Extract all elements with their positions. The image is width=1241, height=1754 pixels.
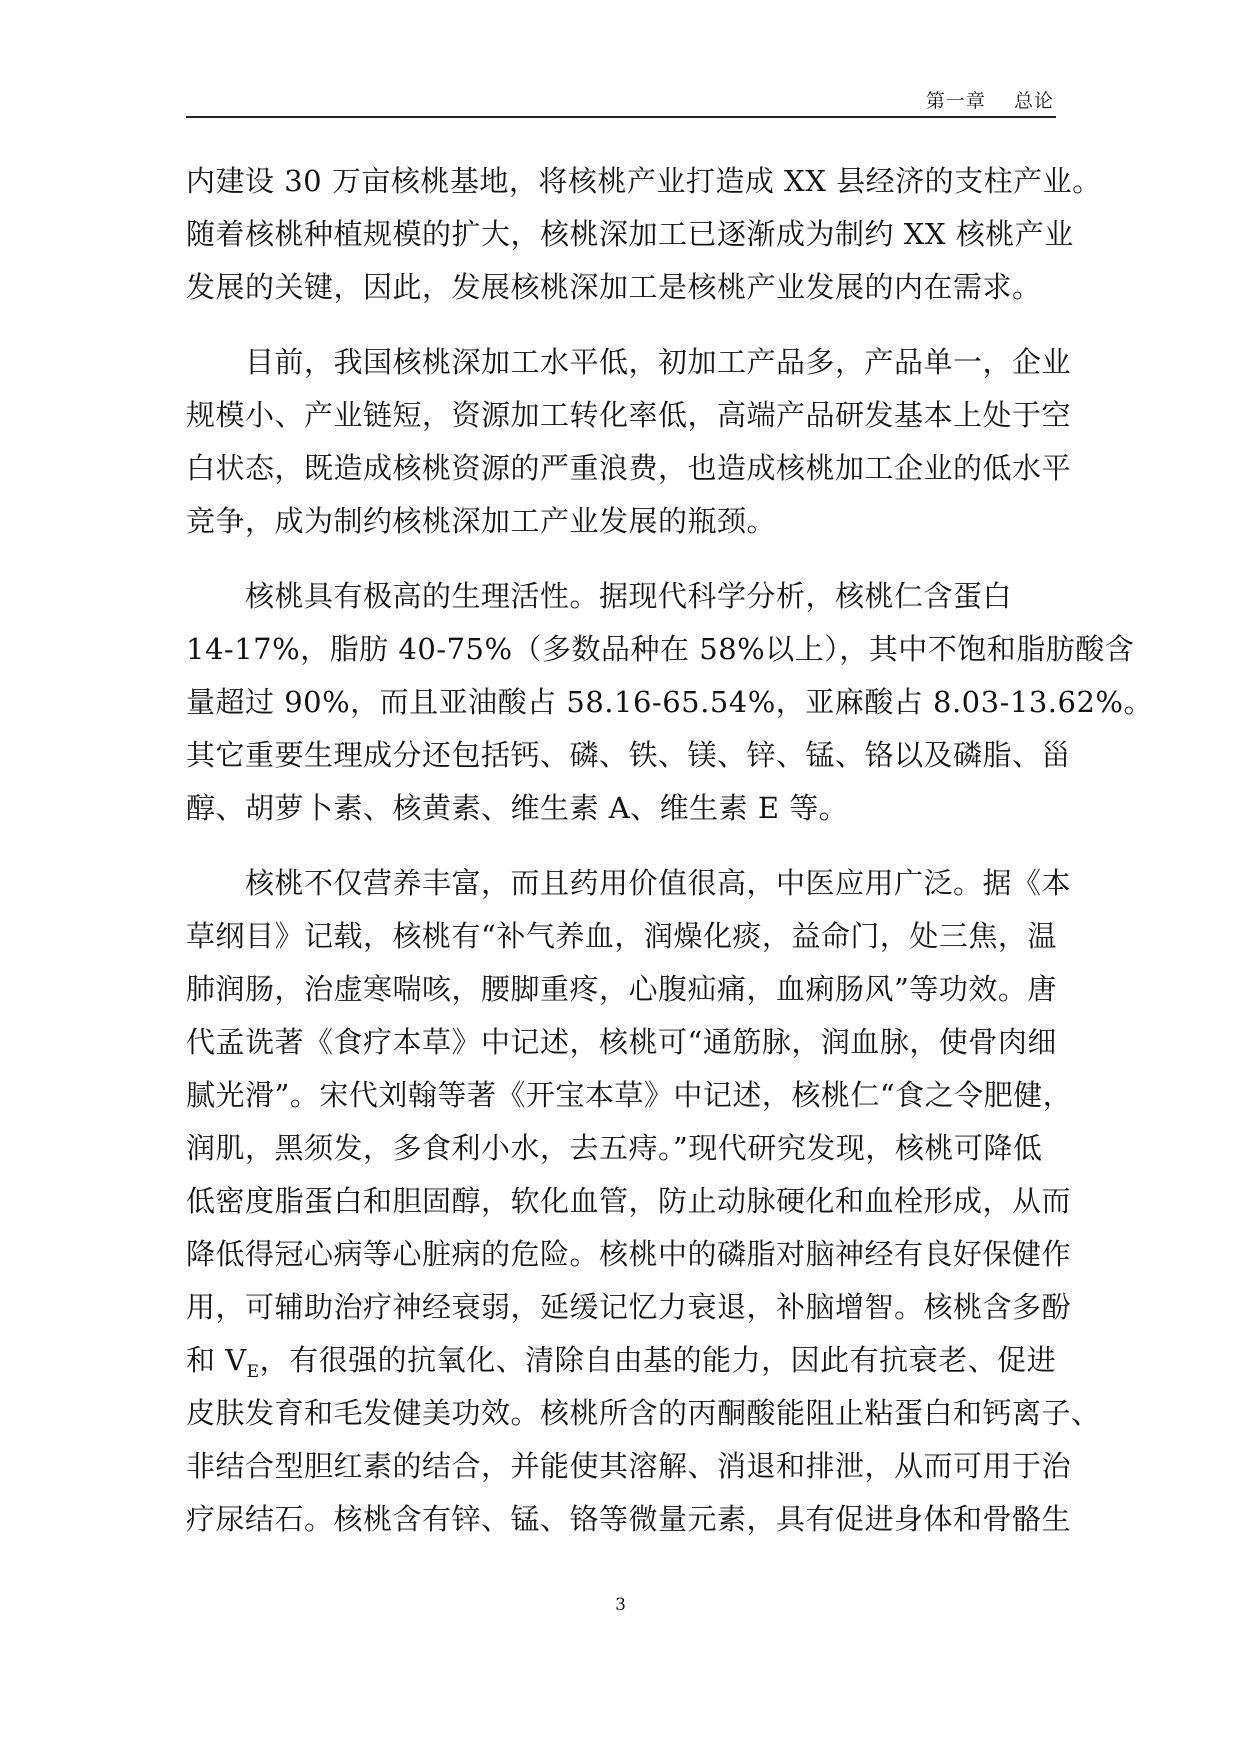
text-line: 润肌，黑须发，多食利小水，去五痔。”现代研究发现，核桃可降低	[186, 1131, 1043, 1165]
text-line: 代孟诜著《食疗本草》中记述，核桃可“通筋脉，润血脉，使骨肉细	[186, 1025, 1057, 1059]
text-line: 其它重要生理成分还包括钙、磷、铁、镁、锌、锰、铬以及磷脂、甾	[186, 738, 1072, 772]
page-number: 3	[615, 1595, 626, 1615]
paragraph-1	[186, 155, 1102, 314]
text-line: 皮肤发育和毛发健美功效。核桃所含的丙酮酸能阻止粘蛋白和钙离子、	[186, 1396, 1101, 1430]
text-line: 核桃不仅营养丰富，而且药用价值很高，中医应用广泛。据《本	[245, 866, 1072, 900]
text-line: 内建设 30 万亩核桃基地，将核桃产业打造成 XX 县经济的支柱产业。	[186, 164, 1102, 198]
text-line: 醇、胡萝卜素、核黄素、维生素 A、维生素 E 等。	[186, 791, 849, 825]
text-line: 低密度脂蛋白和胆固醇，软化血管，防止动脉硬化和血栓形成，从而	[186, 1184, 1072, 1218]
text-line-with-subscript	[186, 1334, 1056, 1387]
text-line: 发展的关键，因此，发展核桃深加工是核桃产业发展的内在需求。	[186, 270, 1042, 304]
text-line: 用，可辅助治疗神经衰弱，延缓记忆力衰退，补脑增智。核桃含多酚	[186, 1290, 1072, 1324]
text-line: 竞争，成为制约核桃深加工产业发展的瓶颈。	[186, 504, 777, 538]
ve-subscript: E	[246, 1361, 260, 1382]
text-line: 规模小、产业链短，资源加工转化率低，高端产品研发基本上处于空	[186, 398, 1072, 432]
text-line: 腻光滑”。宋代刘翰等著《开宝本草》中记述，核桃仁“食之令肥健，	[186, 1078, 1073, 1112]
text-line: 降低得冠心病等心脏病的危险。核桃中的磷脂对脑神经有良好保健作	[186, 1237, 1072, 1271]
paragraph-4	[186, 857, 1101, 1546]
text-line: 肺润肠，治虚寒喘咳，腰脚重疼，心腹疝痛，血痢肠风”等功效。唐	[186, 972, 1057, 1006]
paragraph-3	[186, 570, 1153, 835]
text-line: 非结合型胆红素的结合，并能使其溶解、消退和排泄，从而可用于治	[186, 1449, 1072, 1483]
text-line: 量超过 90%，而且亚油酸占 58.16-65.54%，亚麻酸占 8.03-13.62%。	[186, 685, 1153, 719]
text-line: 草纲目》记载，核桃有“补气养血，润燥化痰，益命门，处三焦，温	[186, 919, 1057, 953]
body-text	[186, 155, 1153, 1568]
chapter-title: 第一章 总论	[925, 90, 1054, 112]
text-line: 目前，我国核桃深加工水平低，初加工产品多，产品单一，企业	[245, 345, 1072, 379]
text-line: 核桃具有极高的生理活性。据现代科学分析，核桃仁含蛋白	[245, 579, 1013, 613]
text-line: 14-17%，脂肪 40-75%（多数品种在 58%以上），其中不饱和脂肪酸含	[186, 632, 1135, 666]
ve-prefix: 和 V	[186, 1343, 247, 1377]
paragraph-2	[186, 336, 1072, 548]
ve-suffix: ，有很强的抗氧化、清除自由基的能力，因此有抗衰老、促进	[259, 1343, 1057, 1377]
text-line: 随着核桃种植规模的扩大，核桃深加工已逐渐成为制约 XX 核桃产业	[186, 217, 1074, 251]
text-line: 白状态，既造成核桃资源的严重浪费，也造成核桃加工企业的低水平	[186, 451, 1072, 485]
text-line: 疗尿结石。核桃含有锌、锰、铬等微量元素，具有促进身体和骨骼生	[186, 1502, 1072, 1536]
page-header	[186, 86, 1056, 118]
